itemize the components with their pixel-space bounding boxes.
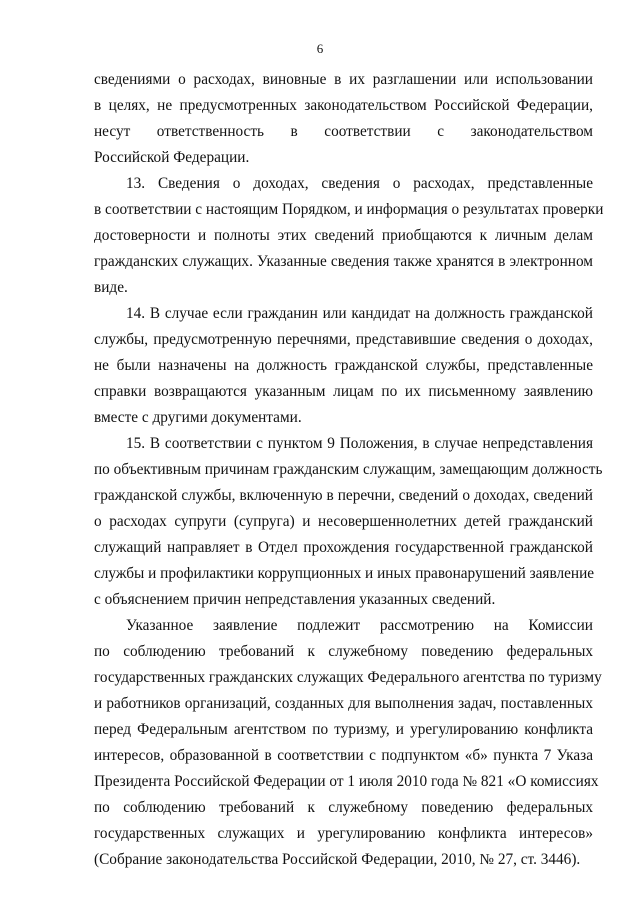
paragraph: [94, 301, 593, 431]
text-line: и работников организаций, созданных для выполнения задач, поставленных: [94, 695, 593, 712]
text-line: Указанное заявление подлежит рассмотрению на Комиссии: [126, 617, 593, 634]
text-line: по объективным причинам гражданским служащим, замещающим должность: [94, 461, 603, 478]
text-line: несут ответственность в соответствии с законодательством: [94, 123, 593, 140]
text-line: службы, предусмотренную перечнями, представившие сведения о доходах,: [94, 331, 593, 348]
text-line: вместе с другими документами.: [94, 409, 302, 426]
text-line: 15. В соответствии с пунктом 9 Положения, в случае непредставления: [126, 435, 593, 452]
text-line: в целях, не предусмотренных законодательством Российской Федерации,: [94, 97, 593, 114]
document-body: [94, 67, 604, 873]
text-line: интересов, образованной в соответствии с подпунктом «б» пункта 7 Указа: [94, 747, 593, 764]
text-line: гражданских служащих. Указанные сведения также хранятся в электронном: [94, 253, 593, 270]
text-line: справки возвращаются указанным лицам по их письменному заявлению: [94, 383, 593, 400]
text-line: Российской Федерации.: [94, 149, 250, 166]
text-line: 14. В случае если гражданин или кандидат на должность гражданской: [126, 305, 593, 322]
paragraph: [94, 431, 603, 613]
text-line: виде.: [94, 279, 128, 296]
text-line: гражданской службы, включенную в перечни, сведений о доходах, сведений: [94, 487, 593, 504]
text-line: государственных служащих и урегулированию конфликта интересов»: [94, 825, 593, 842]
text-line: не были назначены на должность гражданской службы, представленные: [94, 357, 593, 374]
paragraph: [94, 613, 602, 873]
text-line: по соблюдению требований к служебному поведению федеральных: [94, 799, 593, 816]
text-line: государственных гражданских служащих Федерального агентства по туризму: [94, 669, 602, 686]
text-line: по соблюдению требований к служебному поведению федеральных: [94, 643, 593, 660]
text-line: перед Федеральным агентством по туризму, и урегулированию конфликта: [94, 721, 593, 738]
text-line: сведениями о расходах, виновные в их разглашении или использовании: [94, 71, 593, 88]
paragraph: [94, 171, 604, 301]
text-line: Президента Российской Федерации от 1 июля 2010 года № 821 «О комиссиях: [94, 773, 599, 790]
text-line: в соответствии с настоящим Порядком, и информация о результатах проверки: [94, 201, 604, 218]
text-line: (Собрание законодательства Российской Федерации, 2010, № 27, ст. 3446).: [94, 851, 581, 868]
text-line: службы и профилактики коррупционных и иных правонарушений заявление: [94, 565, 595, 582]
page-number: 6: [316, 41, 324, 56]
text-line: с объяснением причин непредставления указанных сведений.: [94, 591, 496, 608]
text-line: достоверности и полноты этих сведений приобщаются к личным делам: [94, 227, 593, 244]
text-line: о расходах супруги (супруга) и несовершеннолетних детей гражданский: [94, 513, 593, 530]
text-line: служащий направляет в Отдел прохождения государственной гражданской: [94, 539, 593, 556]
text-line: 13. Сведения о доходах, сведения о расходах, представленные: [126, 175, 593, 192]
paragraph: [94, 67, 593, 171]
